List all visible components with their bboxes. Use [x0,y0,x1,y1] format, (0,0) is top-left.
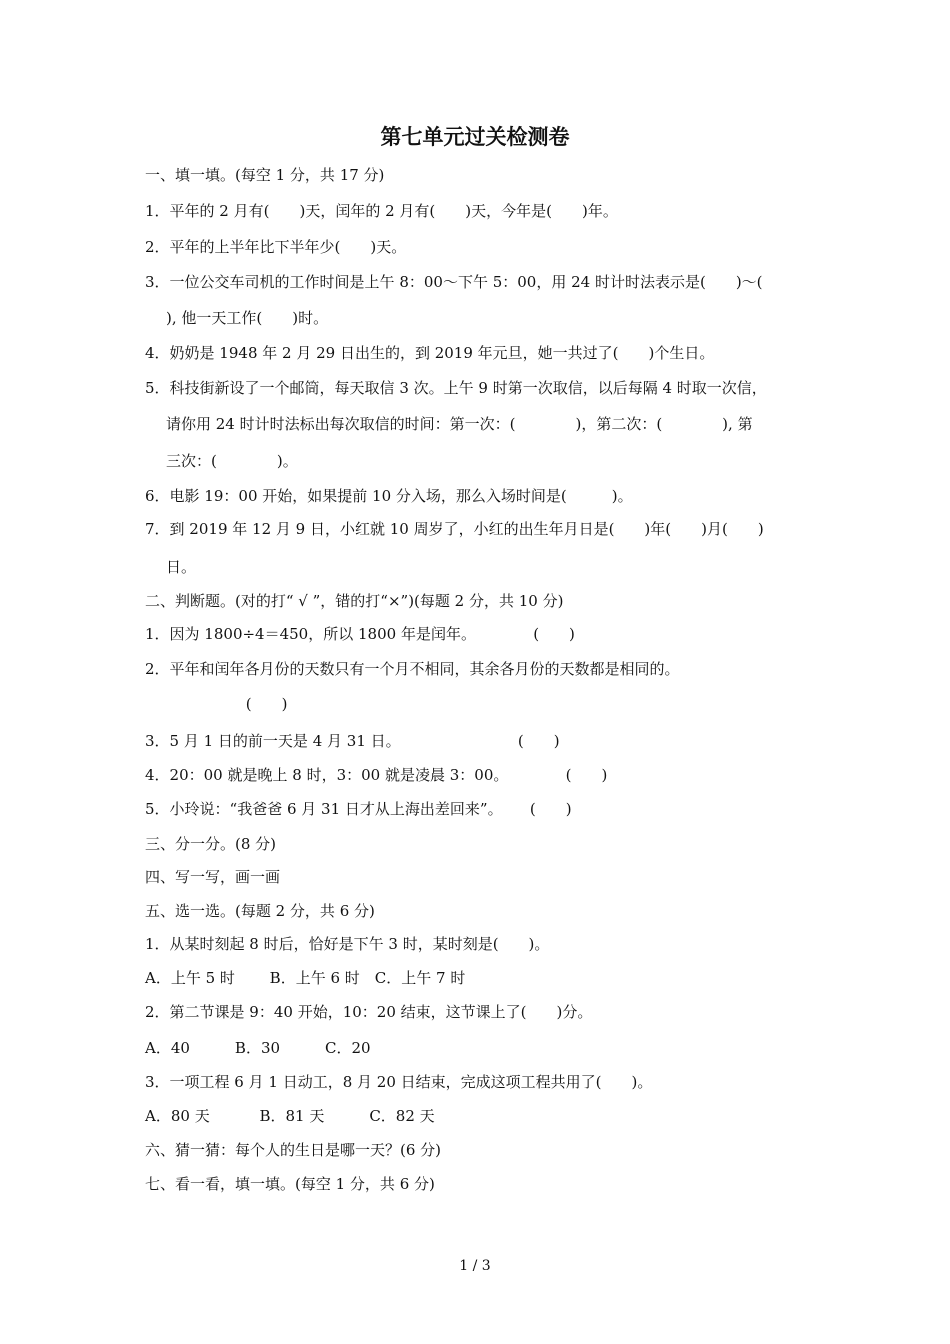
question-1-5-cont2: 三次：( )。 [166,452,298,470]
question-1-3: 3．一位公交车司机的工作时间是上午 8：00～下午 5：00，用 24 时计时法表示是( )～( [145,273,763,291]
question-5-3-options: A．80 天 B．81 天 C．82 天 [145,1107,435,1125]
question-2-2-cont: ( ) [166,695,288,713]
question-2-3: 3．5 月 1 日的前一天是 4 月 31 日。 ( ) [145,732,560,750]
question-1-2: 2．平年的上半年比下半年少( )天。 [145,238,407,256]
question-5-1-options: A．上午 5 时 B．上午 6 时 C．上午 7 时 [145,969,466,987]
question-1-7: 7．到 2019 年 12 月 9 日，小红就 10 周岁了，小红的出生年月日是( )年( )月( ) [145,520,764,538]
question-1-1: 1．平年的 2 月有( )天，闰年的 2 月有( )天，今年是( )年。 [145,202,618,220]
question-1-3-cont: ), 他一天工作( )时。 [166,309,329,327]
section-6-heading: 六、猜一猜：每个人的生日是哪一天？(6 分) [145,1141,442,1159]
question-1-5: 5．科技街新设了一个邮筒，每天取信 3 次。上午 9 时第一次取信，以后每隔 4 时取一次信， [145,379,767,397]
question-1-6: 6．电影 19：00 开始，如果提前 10 分入场，那么入场时间是( )。 [145,487,633,505]
question-1-4: 4．奶奶是 1948 年 2 月 29 日出生的，到 2019 年元旦，她一共过了( )个生日。 [145,344,715,362]
page-number: 1 / 3 [459,1258,491,1274]
section-3-heading: 三、分一分。(8 分) [145,835,277,853]
section-7-heading: 七、看一看，填一填。(每空 1 分，共 6 分) [145,1175,435,1193]
section-2-heading: 二、判断题。(对的打“ √ ”，错的打“×”)(每题 2 分，共 10 分) [145,592,564,610]
question-5-2: 2．第二节课是 9：40 开始，10：20 结束，这节课上了( )分。 [145,1003,593,1021]
question-2-5: 5．小玲说：“我爸爸 6 月 31 日才从上海出差回来”。 ( ) [145,800,572,818]
question-1-5-cont: 请你用 24 时计时法标出每次取信的时间：第一次：( )，第二次：( ), 第 [166,415,753,433]
question-5-3: 3．一项工程 6 月 1 日动工，8 月 20 日结束，完成这项工程共用了( )。 [145,1073,653,1091]
question-1-7-cont: 日。 [166,558,197,576]
section-1-heading: 一、填一填。(每空 1 分，共 17 分) [145,166,385,184]
question-2-2: 2．平年和闰年各月份的天数只有一个月不相同，其余各月份的天数都是相同的。 [145,660,680,678]
question-2-1: 1．因为 1800÷4＝450，所以 1800 年是闰年。 ( ) [145,625,575,643]
section-5-heading: 五、选一选。(每题 2 分，共 6 分) [145,902,375,920]
question-5-1: 1．从某时刻起 8 时后，恰好是下午 3 时，某时刻是( )。 [145,935,550,953]
section-4-heading: 四、写一写，画一画 [145,868,281,886]
question-5-2-options: A．40 B．30 C．20 [145,1039,371,1057]
page-title: 第七单元过关检测卷 [380,124,570,149]
question-2-4: 4．20：00 就是晚上 8 时，3：00 就是凌晨 3：00。 ( ) [145,766,608,784]
